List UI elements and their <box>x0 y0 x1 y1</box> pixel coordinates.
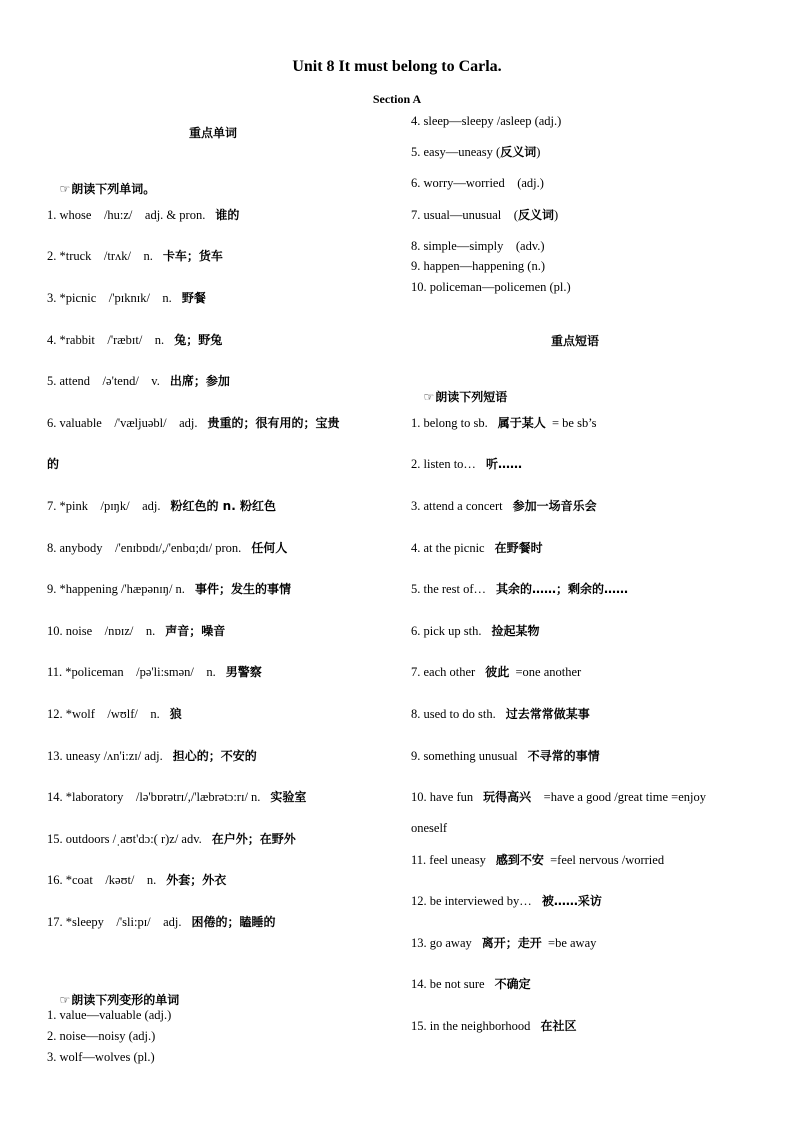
variant-item: 1. value—valuable (adj.) <box>47 1008 172 1022</box>
word-cn: 出席；参加 <box>169 374 230 388</box>
word-en: 4. *rabbit /'ræbɪt/ n. <box>47 333 165 347</box>
word-item <box>47 664 262 680</box>
word-item-continued <box>47 456 59 472</box>
phrase-cn: 不寻常的事情 <box>527 749 600 763</box>
read-words-label: 朗读下列单词。 <box>71 182 156 196</box>
word-cn: 粉红色的 n. 粉红色 <box>170 499 276 513</box>
pointing-hand-icon: ☞ <box>423 390 435 404</box>
read-phrases-label: 朗读下列短语 <box>435 390 508 404</box>
word-cn: 卡车；货车 <box>162 249 223 263</box>
phrase-en: 4. at the picnic <box>411 541 485 555</box>
phrase-item <box>411 789 706 805</box>
phrase-item <box>411 706 590 722</box>
variant-en: 7. usual—unusual ( <box>411 208 518 222</box>
phrase-item <box>411 893 602 909</box>
word-en: 13. uneasy /ʌn'i:zɪ/ adj. <box>47 749 163 763</box>
phrase-en: 10. have fun <box>411 790 474 804</box>
phrase-cn: 离开；走开 <box>481 936 542 950</box>
read-phrases-heading <box>411 373 507 421</box>
variant-item <box>411 279 571 295</box>
variant-tail: ) <box>536 145 541 159</box>
word-cn: 兔；野兔 <box>174 333 223 347</box>
phrase-item <box>411 581 628 597</box>
variant-item <box>411 258 545 274</box>
variant-cn: 反义词 <box>500 145 537 159</box>
word-en: 8. anybody /'enɪbɒdɪ/,/'enbɑ;dɪ/ pron. <box>47 541 242 555</box>
phrase-item <box>411 664 581 680</box>
phrase-en: 8. used to do sth. <box>411 707 496 721</box>
word-cn: 贵重的；很有用的；宝贵 <box>207 416 340 430</box>
variant-item <box>411 207 558 223</box>
phrase-cn: 彼此 <box>485 665 510 679</box>
phrase-cn: 属于某人 <box>497 416 546 430</box>
phrase-cn: 过去常常做某事 <box>505 707 590 721</box>
phrase-item <box>411 852 664 868</box>
word-cn: 男警察 <box>225 665 262 679</box>
phrase-en: 5. the rest of… <box>411 582 486 596</box>
word-en: 12. *wolf /wʊlf/ n. <box>47 707 160 721</box>
word-cn: 声音；噪音 <box>165 624 226 638</box>
phrase-tail: = be sb’s <box>545 416 597 430</box>
word-cn: 困倦的；瞌睡的 <box>191 915 276 929</box>
variant-words-label: 朗读下列变形的单词 <box>71 993 180 1007</box>
word-item <box>47 373 230 389</box>
word-cn: 事件；发生的事情 <box>194 582 291 596</box>
word-item <box>47 872 226 888</box>
word-item <box>47 248 223 264</box>
variant-en: 4. sleep—sleepy /asleep (adj.) <box>411 114 562 128</box>
word-item <box>47 540 287 556</box>
phrase-en: 11. feel uneasy <box>411 853 486 867</box>
word-en: 5. attend /ə'tend/ v. <box>47 374 160 388</box>
variant-tail: ) <box>553 208 559 222</box>
word-cn: 任何人 <box>251 541 288 555</box>
word-cn: 在户外；在野外 <box>211 832 296 846</box>
phrase-en: 1. belong to sb. <box>411 416 488 430</box>
word-cn: 的 <box>47 457 60 471</box>
word-cn: 外套；外衣 <box>166 873 227 887</box>
variant-en: 8. simple—simply (adv.) <box>411 239 545 253</box>
phrase-cn: 在社区 <box>540 1019 577 1033</box>
word-en: 2. *truck /trʌk/ n. <box>47 249 153 263</box>
word-cn: 实验室 <box>270 790 307 804</box>
variant-item: 2. noise—noisy (adj.) <box>47 1029 156 1043</box>
phrase-item-continued <box>411 820 447 836</box>
phrase-item <box>411 1018 576 1034</box>
word-en: 9. *happening /'hæpənɪŋ/ n. <box>47 582 185 596</box>
word-item <box>47 290 206 306</box>
variant-item <box>411 238 545 254</box>
phrase-cn: 其余的……；剩余的…… <box>495 582 628 596</box>
variant-item <box>411 175 544 191</box>
word-item <box>47 207 239 223</box>
phrase-item <box>411 540 543 556</box>
word-item <box>47 623 225 639</box>
variant-en: 9. happen—happening (n.) <box>411 259 545 273</box>
phrase-en: 13. go away <box>411 936 472 950</box>
word-en: 15. outdoors /ˌaʊt'dɔ:( r)z/ adv. <box>47 832 202 846</box>
phrase-cn: 在野餐时 <box>494 541 543 555</box>
word-en: 6. valuable /'væljuəbl/ adj. <box>47 416 198 430</box>
phrase-en: 9. something unusual <box>411 749 518 763</box>
variant-en: 5. easy—uneasy ( <box>411 145 501 159</box>
phrase-en: 7. each other <box>411 665 476 679</box>
variant-item <box>411 144 540 160</box>
phrase-cn: 被……采访 <box>541 894 602 908</box>
word-en: 3. *picnic /'pɪknɪk/ n. <box>47 291 172 305</box>
word-cn: 野餐 <box>181 291 206 305</box>
phrase-item <box>411 748 600 764</box>
phrase-cn: 捡起某物 <box>491 624 540 638</box>
phrase-en: 2. listen to… <box>411 457 476 471</box>
page-title: Unit 8 It must belong to Carla. <box>292 58 502 75</box>
phrase-cn: 玩得高兴 <box>483 790 532 804</box>
word-item <box>47 581 291 597</box>
word-item <box>47 748 257 764</box>
phrase-en: oneself <box>411 821 448 835</box>
phrase-item <box>411 456 522 472</box>
word-en: 16. *coat /kəʊt/ n. <box>47 873 157 887</box>
phrase-item <box>411 976 531 992</box>
phrase-item <box>411 498 597 514</box>
variant-en: 10. policeman—policemen (pl.) <box>411 280 571 294</box>
word-en: 11. *policeman /pə'li:smən/ n. <box>47 665 216 679</box>
word-cn: 担心的；不安的 <box>172 749 257 763</box>
variant-cn: 反义词 <box>517 208 554 222</box>
phrase-tail: =have a good /great time =enjoy <box>531 790 706 804</box>
phrase-en: 3. attend a concert <box>411 499 503 513</box>
phrase-item <box>411 935 596 951</box>
word-item <box>47 498 276 514</box>
phrase-item <box>411 623 540 639</box>
variant-item <box>411 113 561 129</box>
phrase-en: 6. pick up sth. <box>411 624 482 638</box>
phrase-en: 15. in the neighborhood <box>411 1019 531 1033</box>
word-item <box>47 914 276 930</box>
phrase-item <box>411 415 597 431</box>
word-item <box>47 831 296 847</box>
word-cn: 狼 <box>169 707 182 721</box>
word-en: 7. *pink /pɪŋk/ adj. <box>47 499 161 513</box>
word-en: 10. noise /nɒɪz/ n. <box>47 624 156 638</box>
phrase-cn: 参加一场音乐会 <box>512 499 597 513</box>
key-words-heading: 重点单词 <box>189 126 238 140</box>
word-item <box>47 415 340 431</box>
phrase-cn: 不确定 <box>494 977 531 991</box>
word-item <box>47 789 306 805</box>
phrase-cn: 听…… <box>485 457 522 471</box>
word-item <box>47 332 222 348</box>
pointing-hand-icon: ☞ <box>59 993 71 1007</box>
phrase-cn: 感到不安 <box>495 853 544 867</box>
phrase-en: 12. be interviewed by… <box>411 894 532 908</box>
read-words-heading <box>47 165 155 213</box>
variant-en: 6. worry—worried (adj.) <box>411 176 544 190</box>
phrase-tail: =feel nervous /worried <box>543 853 665 867</box>
key-phrases-heading: 重点短语 <box>551 334 600 348</box>
word-en: 1. whose /hu:z/ adj. & pron. <box>47 208 206 222</box>
word-item <box>47 706 182 722</box>
pointing-hand-icon: ☞ <box>59 182 71 196</box>
phrase-en: 14. be not sure <box>411 977 485 991</box>
section-title: Section A <box>372 92 422 106</box>
word-en: 17. *sleepy /'sli:pɪ/ adj. <box>47 915 182 929</box>
word-cn: 谁的 <box>215 208 240 222</box>
phrase-tail: =be away <box>541 936 597 950</box>
variant-item: 3. wolf—wolves (pl.) <box>47 1050 155 1064</box>
word-en: 14. *laboratory /lə'bɒrətrɪ/,/'læbrətɔ:rɪ/ n. <box>47 790 261 804</box>
phrase-tail: =one another <box>509 665 582 679</box>
